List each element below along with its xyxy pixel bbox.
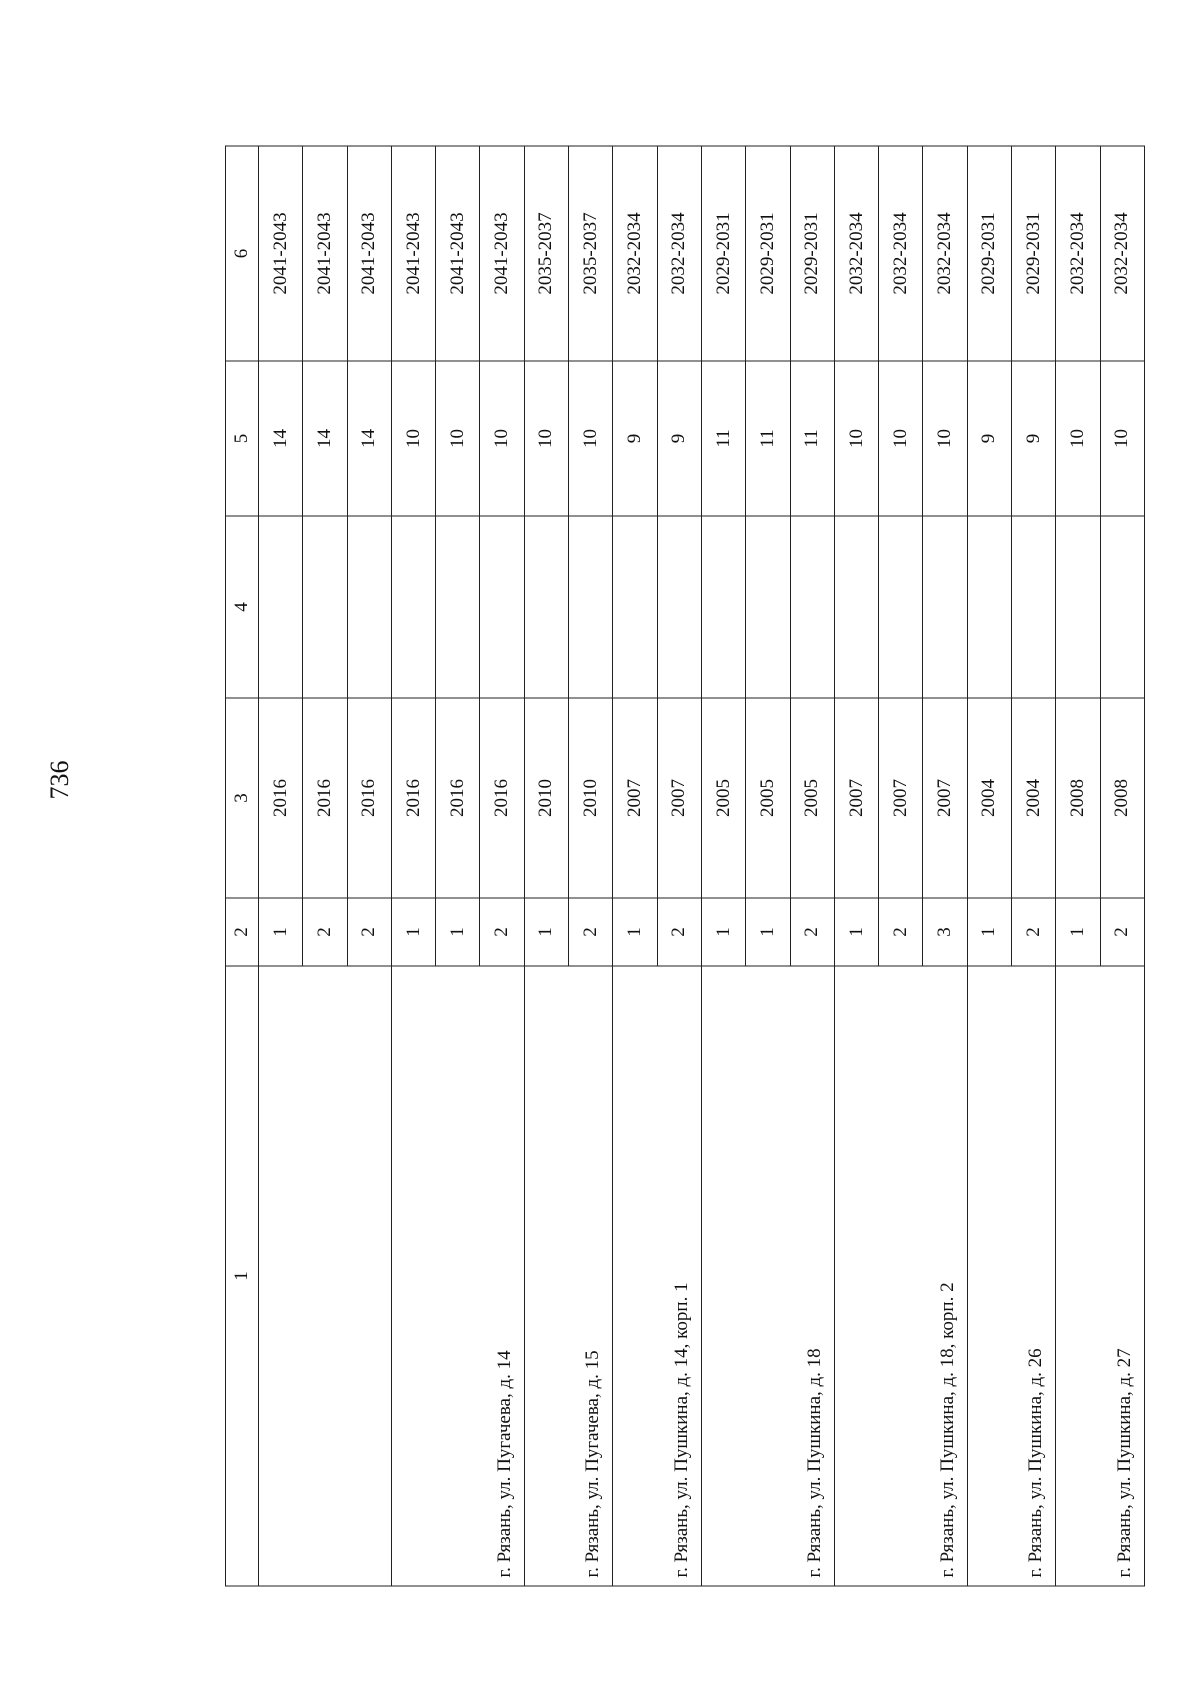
header-cell-4: 4 xyxy=(226,516,259,698)
cell-c2: 2 xyxy=(1100,898,1144,966)
cell-c2: 1 xyxy=(613,898,657,966)
cell-c2: 2 xyxy=(569,898,613,966)
cell-c2: 2 xyxy=(790,898,834,966)
cell-c3: 2016 xyxy=(391,698,435,898)
cell-c2: 2 xyxy=(879,898,923,966)
cell-c4 xyxy=(480,516,524,698)
table-row xyxy=(391,146,435,1586)
cell-c3: 2010 xyxy=(524,698,568,898)
cell-c5: 11 xyxy=(790,361,834,516)
cell-c4 xyxy=(303,516,347,698)
cell-c4 xyxy=(613,516,657,698)
cell-c3: 2007 xyxy=(879,698,923,898)
address-cell: г. Рязань, ул. Пушкина, д. 18, корп. 2 xyxy=(834,966,967,1586)
address-cell: г. Рязань, ул. Пушкина, д. 18 xyxy=(701,966,834,1586)
header-row xyxy=(226,146,259,1586)
cell-c3: 2010 xyxy=(569,698,613,898)
cell-c5: 14 xyxy=(347,361,391,516)
header-cell-6: 6 xyxy=(226,146,259,361)
cell-c6: 2029-2031 xyxy=(790,146,834,361)
cell-c3: 2004 xyxy=(967,698,1011,898)
table-row xyxy=(613,146,657,1586)
cell-c4 xyxy=(701,516,745,698)
table-body xyxy=(259,146,1145,1586)
cell-c5: 14 xyxy=(303,361,347,516)
cell-c6: 2041-2043 xyxy=(391,146,435,361)
cell-c6: 2032-2034 xyxy=(613,146,657,361)
cell-c5: 10 xyxy=(1100,361,1144,516)
cell-c5: 10 xyxy=(1056,361,1100,516)
cell-c3: 2008 xyxy=(1100,698,1144,898)
cell-c6: 2029-2031 xyxy=(746,146,790,361)
cell-c3: 2004 xyxy=(1012,698,1056,898)
header-cell-1: 1 xyxy=(226,966,259,1586)
cell-c5: 10 xyxy=(480,361,524,516)
cell-c4 xyxy=(524,516,568,698)
cell-c3: 2016 xyxy=(303,698,347,898)
cell-c6: 2032-2034 xyxy=(657,146,701,361)
cell-c2: 1 xyxy=(834,898,878,966)
cell-c5: 14 xyxy=(259,361,303,516)
cell-c5: 10 xyxy=(879,361,923,516)
cell-c2: 2 xyxy=(657,898,701,966)
cell-c4 xyxy=(569,516,613,698)
cell-c6: 2041-2043 xyxy=(303,146,347,361)
cell-c5: 9 xyxy=(657,361,701,516)
cell-c2: 2 xyxy=(303,898,347,966)
cell-c6: 2041-2043 xyxy=(259,146,303,361)
page-number: 736 xyxy=(45,760,74,800)
cell-c3: 2016 xyxy=(436,698,480,898)
cell-c4 xyxy=(879,516,923,698)
cell-c3: 2005 xyxy=(701,698,745,898)
cell-c3: 2007 xyxy=(657,698,701,898)
cell-c4 xyxy=(746,516,790,698)
cell-c5: 10 xyxy=(569,361,613,516)
cell-c3: 2007 xyxy=(613,698,657,898)
cell-c4 xyxy=(436,516,480,698)
header-cell-3: 3 xyxy=(226,698,259,898)
cell-c3: 2016 xyxy=(480,698,524,898)
cell-c6: 2032-2034 xyxy=(923,146,967,361)
cell-c2: 2 xyxy=(347,898,391,966)
cell-c4 xyxy=(923,516,967,698)
cell-c6: 2032-2034 xyxy=(834,146,878,361)
cell-c5: 9 xyxy=(613,361,657,516)
cell-c6: 2041-2043 xyxy=(436,146,480,361)
cell-c5: 10 xyxy=(834,361,878,516)
address-cell: г. Рязань, ул. Пушкина, д. 14, корп. 1 xyxy=(613,966,702,1586)
header-cell-2: 2 xyxy=(226,898,259,966)
header-cell-5: 5 xyxy=(226,361,259,516)
cell-c4 xyxy=(657,516,701,698)
cell-c2: 1 xyxy=(436,898,480,966)
cell-c6: 2032-2034 xyxy=(1056,146,1100,361)
cell-c5: 11 xyxy=(746,361,790,516)
address-cell: г. Рязань, ул. Пугачева, д. 15 xyxy=(524,966,613,1586)
cell-c5: 10 xyxy=(524,361,568,516)
cell-c2: 1 xyxy=(1056,898,1100,966)
table-row xyxy=(701,146,745,1586)
cell-c2: 1 xyxy=(524,898,568,966)
cell-c3: 2007 xyxy=(923,698,967,898)
table-row xyxy=(967,146,1011,1586)
cell-c4 xyxy=(1056,516,1100,698)
cell-c2: 2 xyxy=(1012,898,1056,966)
table-row xyxy=(259,146,303,1586)
cell-c2: 1 xyxy=(746,898,790,966)
cell-c6: 2035-2037 xyxy=(524,146,568,361)
cell-c3: 2008 xyxy=(1056,698,1100,898)
cell-c4 xyxy=(259,516,303,698)
cell-c6: 2041-2043 xyxy=(480,146,524,361)
cell-c3: 2005 xyxy=(790,698,834,898)
cell-c6: 2029-2031 xyxy=(701,146,745,361)
address-cell xyxy=(259,966,392,1586)
cell-c2: 2 xyxy=(480,898,524,966)
cell-c6: 2041-2043 xyxy=(347,146,391,361)
housing-table xyxy=(225,146,1145,1587)
cell-c3: 2007 xyxy=(834,698,878,898)
cell-c4 xyxy=(1012,516,1056,698)
table-row xyxy=(1056,146,1100,1586)
cell-c5: 11 xyxy=(701,361,745,516)
table-row xyxy=(524,146,568,1586)
cell-c5: 9 xyxy=(1012,361,1056,516)
cell-c6: 2032-2034 xyxy=(1100,146,1144,361)
table-row xyxy=(834,146,878,1586)
cell-c2: 1 xyxy=(967,898,1011,966)
cell-c6: 2029-2031 xyxy=(967,146,1011,361)
cell-c4 xyxy=(790,516,834,698)
cell-c5: 10 xyxy=(391,361,435,516)
cell-c2: 3 xyxy=(923,898,967,966)
cell-c5: 9 xyxy=(967,361,1011,516)
cell-c2: 1 xyxy=(391,898,435,966)
cell-c4 xyxy=(391,516,435,698)
cell-c3: 2016 xyxy=(347,698,391,898)
address-cell: г. Рязань, ул. Пушкина, д. 27 xyxy=(1056,966,1145,1586)
cell-c4 xyxy=(834,516,878,698)
cell-c5: 10 xyxy=(436,361,480,516)
cell-c4 xyxy=(967,516,1011,698)
cell-c6: 2035-2037 xyxy=(569,146,613,361)
cell-c3: 2005 xyxy=(746,698,790,898)
address-cell: г. Рязань, ул. Пугачева, д. 14 xyxy=(391,966,524,1586)
cell-c6: 2032-2034 xyxy=(879,146,923,361)
cell-c4 xyxy=(1100,516,1144,698)
cell-c3: 2016 xyxy=(259,698,303,898)
cell-c2: 1 xyxy=(701,898,745,966)
cell-c4 xyxy=(347,516,391,698)
cell-c6: 2029-2031 xyxy=(1012,146,1056,361)
cell-c5: 10 xyxy=(923,361,967,516)
address-cell: г. Рязань, ул. Пушкина, д. 26 xyxy=(967,966,1056,1586)
cell-c2: 1 xyxy=(259,898,303,966)
